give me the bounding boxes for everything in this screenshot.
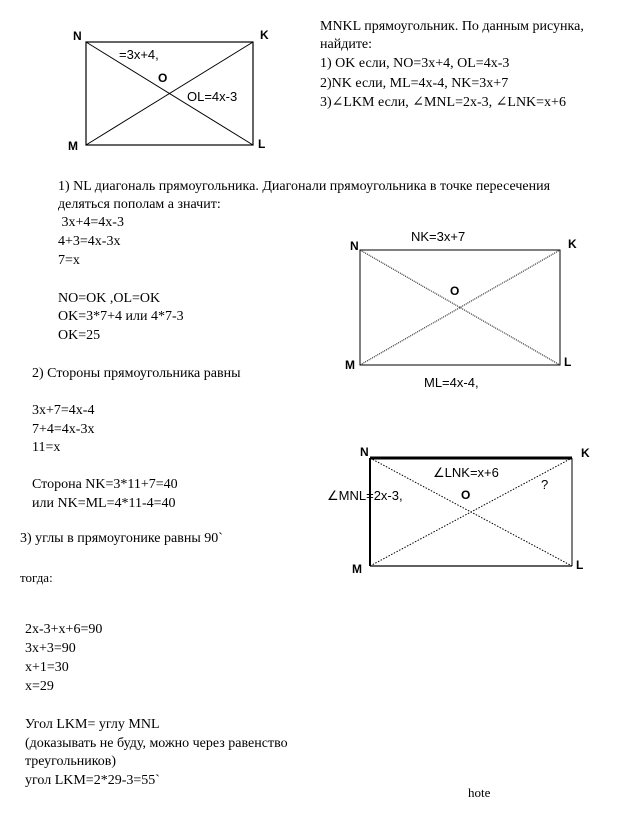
s1-line2: деляться пополам а значит:	[58, 197, 221, 212]
s3-head: 3) углы в прямоугонике равны 90`	[20, 531, 223, 546]
s3-eq1: 2x-3+x+6=90	[25, 622, 103, 637]
fig2-vertex-k: K	[568, 237, 577, 251]
fig1-no-label: =3x+4,	[119, 47, 159, 62]
fig2-vertex-l: L	[564, 355, 572, 369]
s3-eq8: угол LKM=2*29-3=55`	[25, 773, 160, 788]
fig2-ml-label: ML=4x-4,	[424, 375, 479, 390]
s1-eq6: OK=25	[58, 328, 101, 343]
fig3-center-o: O	[461, 488, 471, 502]
s3-eq3: x+1=30	[25, 660, 69, 675]
signature: hote	[468, 785, 491, 800]
s1-eq1: 3x+4=4x-3	[58, 215, 124, 230]
s3-eq4: x=29	[25, 679, 54, 694]
s1-eq3: 7=x	[58, 253, 80, 268]
fig2-vertex-n: N	[350, 239, 359, 253]
s2-head: 2) Стороны прямоугольника равны	[32, 366, 241, 381]
fig1-vertex-l: L	[258, 137, 266, 151]
s3-eq7: треугольников)	[25, 754, 117, 769]
figure2-rectangle	[360, 250, 560, 365]
fig3-vertex-l: L	[576, 558, 584, 572]
problem-q1: 1) OK если, NO=3x+4, OL=4x-3	[320, 56, 510, 71]
s2-eq3: 11=x	[32, 440, 61, 455]
fig1-vertex-k: K	[260, 28, 269, 42]
s1-eq2: 4+3=4x-3x	[58, 234, 121, 249]
fig2-nk-label: NK=3x+7	[411, 229, 466, 244]
s1-eq5: OK=3*7+4 или 4*7-3	[58, 309, 184, 324]
s3-eq5: Угол LKM= углу MNL	[25, 717, 160, 732]
problem-q3: 3)∠LKM если, ∠MNL=2x-3, ∠LNK=x+6	[320, 95, 566, 110]
fig2-center-o: O	[450, 284, 460, 298]
fig1-vertex-n: N	[73, 29, 82, 43]
fig3-mnl-label: ∠MNL=2x-3,	[327, 488, 403, 503]
s1-eq4: NO=OK ,OL=OK	[58, 291, 161, 306]
fig3-vertex-m: M	[352, 562, 362, 576]
fig3-vertex-n: N	[360, 445, 369, 459]
problem-find: найдите:	[320, 37, 373, 52]
problem-title: MNKL прямоугольник. По данным рисунка,	[320, 19, 584, 34]
fig2-vertex-m: M	[345, 358, 355, 372]
s3-eq6: (доказывать не буду, можно через равенство	[25, 736, 288, 751]
fig1-center-o: O	[158, 71, 168, 85]
s3-then: тогда:	[20, 570, 53, 585]
s3-eq2: 3x+3=90	[25, 641, 76, 656]
s2-eq5: или NK=ML=4*11-4=40	[32, 496, 176, 511]
fig1-ol-label: OL=4x-3	[187, 89, 238, 104]
problem-q2: 2)NK если, ML=4x-4, NK=3x+7	[320, 76, 509, 91]
fig3-lnk-label: ∠LNK=x+6	[433, 465, 499, 480]
fig1-vertex-m: M	[68, 139, 78, 153]
fig3-unknown-label: ?	[541, 477, 549, 492]
fig3-vertex-k: K	[581, 446, 590, 460]
s2-eq1: 3x+7=4x-4	[32, 403, 95, 418]
s2-eq4: Сторона NK=3*11+7=40	[32, 477, 178, 492]
s2-eq2: 7+4=4x-3x	[32, 422, 95, 437]
s1-line1: 1) NL диагональ прямоугольника. Диагонали прямоугольника в точке пересечения	[58, 179, 551, 194]
